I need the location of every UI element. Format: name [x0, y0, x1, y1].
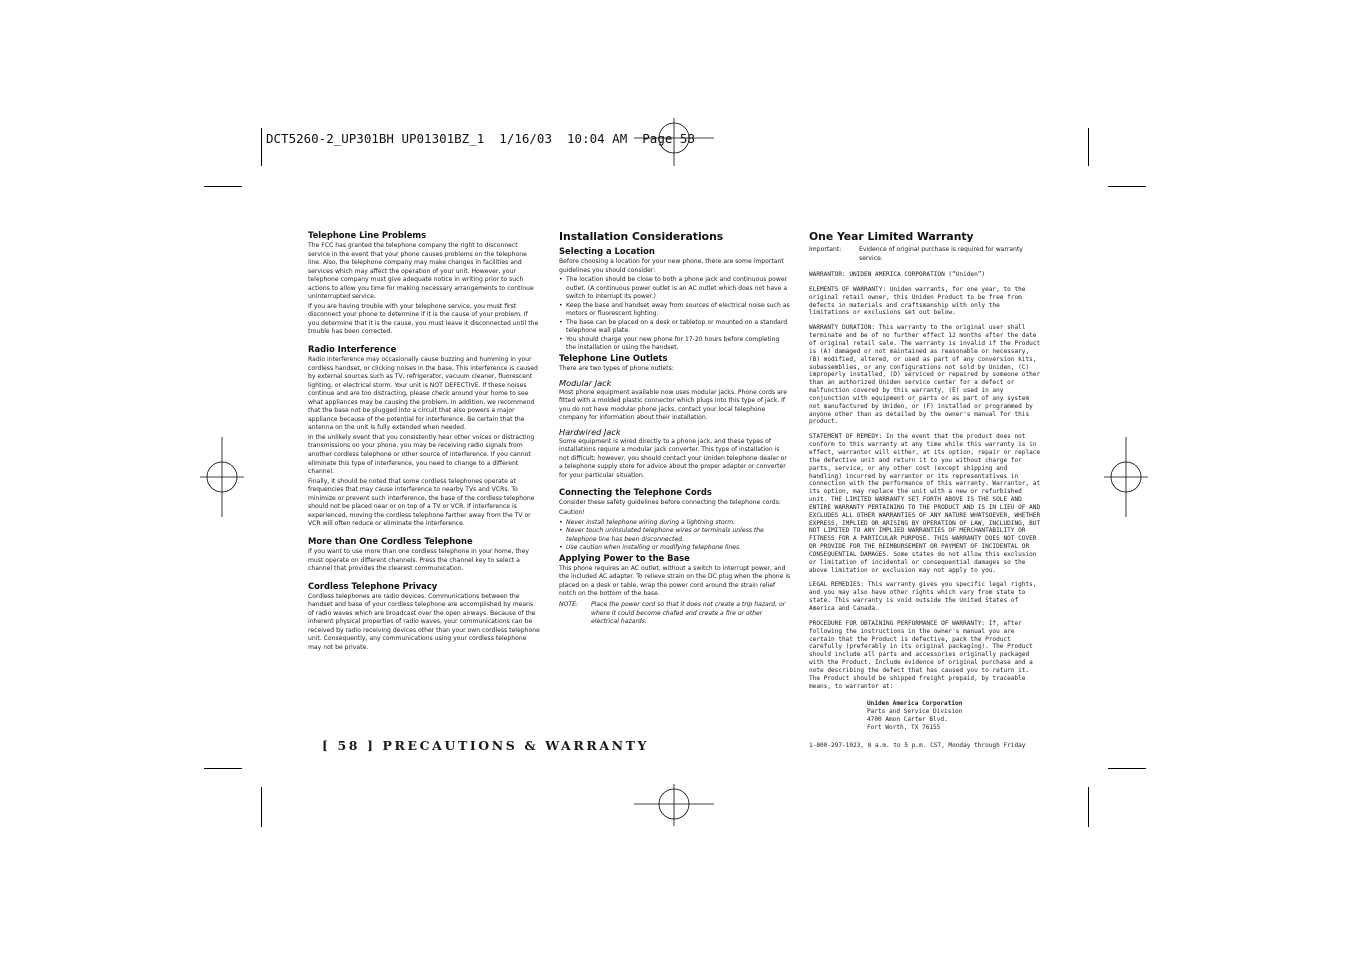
main-heading: One Year Limited Warranty [809, 230, 974, 243]
main-heading: Installation Considerations [559, 230, 724, 243]
paragraph: If you are having trouble with your telephone service, you must first disconnect your phone to determine if it is the cause of your problem. If you determine that it is the cause, you must leave it disconnected until the trouble has been corrected. [308, 302, 539, 336]
important-text: Evidence of original purchase is required for warranty service. [859, 246, 1023, 262]
crop-mark [1088, 787, 1089, 827]
note-label: NOTE: [559, 600, 578, 608]
address-line: Parts and Service Division [867, 708, 963, 716]
registration-mark-icon [200, 437, 244, 517]
section-title: Connecting the Telephone Cords [559, 487, 712, 498]
printer-slug: DCT5260-2_UP301BH UP01301BZ_1 1/16/03 10:04 AM Page 58 [266, 131, 695, 146]
section-title: Telephone Line Problems [308, 230, 427, 240]
column-telephone-notes [308, 230, 540, 653]
page-footer: [ 58 ] PRECAUTIONS & WARRANTY [322, 738, 650, 753]
subsection-title: Modular Jack [559, 377, 612, 388]
paragraph: If you want to use more than one cordless telephone in your home, they must operate on different channels. Press the channel key to select a channel that provides the clearest communication. [308, 547, 530, 573]
crop-mark [1088, 128, 1089, 166]
important-note [809, 246, 1041, 263]
section-title: More than One Cordless Telephone [308, 535, 473, 546]
crop-mark [261, 787, 262, 827]
paragraph: Before choosing a location for your new phone, there are some important guidelines you should consider: [559, 258, 784, 274]
list-item: • The base can be placed on a desk or tabletop or mounted on a standard telephone wall plate. [559, 319, 791, 336]
address-line: Fort Worth, TX 76155 [867, 723, 941, 731]
section-title: Radio Interference [308, 344, 397, 355]
paragraph: Radio interference may occasionally cause buzzing and humming in your cordless handset, or clicking noises in the base. This interference is caused by external sources such as TV, refrigerator, vacuum cleaner, fluorescent lighting, or electrical storm. Your unit is NOT DEFECTIVE. If these noises continue and are too distracting, please check around your home to see what appliances may be causing the problem. In addition, we recommend that the base not be plugged into a circuit that also powers a major appliance because of the potential for interference. Be certain that the antenna on the unit is fully extended when needed. [308, 356, 538, 432]
paragraph: The FCC has granted the telephone company the right to disconnect service in the event that your phone causes problems on the telephone line. Also, the telephone company may make changes in facilities and services which may affect the operation of your unit. However, your telephone company must give adequate notice in writing prior to such actions to allow you time for making necessary arrangements to continue uninterrupted service. [308, 242, 534, 301]
list-item: • Keep the base and handset away from sources of electrical noise such as motors or fluorescent lighting. [559, 302, 791, 319]
list-item: • Never touch uninsulated telephone wires or terminals unless the telephone line has been disconnected. [559, 527, 791, 544]
registration-mark-icon [1104, 437, 1148, 517]
note [559, 601, 791, 627]
paragraph: ELEMENTS OF WARRANTY: Uniden warrants, for one year, to the original retail owner, this Uniden Product to be free from defects in materials and craftsmanship with only the limitations or exclusions set out below. [809, 285, 1026, 317]
bullet-list [559, 519, 791, 553]
paragraph: WARRANTY DURATION: This warranty to the original user shall terminate and be of no further effect 12 months after the date of original retail sale. The warranty is invalid if the Product is (A) damaged or not maintained as reasonable or necessary, (B) modified, altered, or used as part of any conversion kits, subassemblies, or any configurations not sold by Uniden, (C) improperly installed, (D) serviced or repaired by someone other than an authorized Uniden service center for a defect or malfunction covered by this warranty, (E) used in any conjunction with equipment or parts or as part of any system not manufactured by Uniden, or (F) installed or programmed by anyone other than as detailed by the owner's manual for this product. [809, 324, 1041, 426]
column-installation [559, 230, 791, 627]
paragraph: Most phone equipment available now uses modular jacks. Phone cords are fitted with a molded plastic connector which plugs into this type of jack. If you do not have modular phone jacks, contact your local telephone company for information about their installation. [559, 388, 788, 422]
crop-mark [261, 128, 262, 166]
address-block [867, 700, 1041, 731]
list-item: • Never install telephone wiring during a lightning storm. [559, 519, 791, 528]
note-text: Place the power cord so that it does not create a trip hazard, or where it could become chafed and create a fire or other electrical hazards. [591, 600, 786, 626]
address-line: 4700 Amon Carter Blvd. [867, 716, 948, 724]
paragraph: Cordless telephones are radio devices. Communications between the handset and base of your cordless telephone are accomplished by means of radio waves which are broadcast over the open airways. Because of the inherent physical properties of radio waves, your communications can be received by radio receiving devices other than your own cordless telephone unit. Consequently, any communications using your cordless telephone may not be private. [308, 592, 540, 651]
caution-label: Caution! [559, 509, 585, 517]
paragraph: Finally, it should be noted that some cordless telephones operate at frequencies that may cause interference to nearby TVs and VCRs. To minimize or prevent such interference, the base of the cordless telephone should not be placed near or on top of a TV or VCR. If interference is experienced, moving the cordless telephone farther away from the TV or VCR will often reduce or eliminate the interference. [308, 477, 535, 528]
paragraph: LEGAL REMEDIES: This warranty gives you specific legal rights, and you may also have other rights which vary from state to state. This warranty is void outside the United States of America and Canada. [809, 581, 1037, 612]
section-title: Cordless Telephone Privacy [308, 580, 438, 591]
crop-mark [204, 186, 242, 187]
paragraph: WARRANTOR: UNIDEN AMERICA CORPORATION (“Uniden”) [809, 271, 986, 279]
subsection-title: Hardwired Jack [559, 426, 621, 437]
registration-mark-icon [634, 784, 714, 826]
list-item: • The location should be close to both a phone jack and continuous power outlet. (A continuous power outlet is an AC outlet which does not have a switch to interrupt its power.) [559, 276, 791, 302]
section-title: Selecting a Location [559, 246, 655, 256]
column-warranty [809, 230, 1041, 750]
paragraph: STATEMENT OF REMEDY: In the event that the product does not conform to this warranty at any time while this warranty is in effect, warrantor will either, at its option, repair or replace the defective unit and return it to you without charge for parts, service, or any other cost (except shipping and handling) incurred by warrantor or its representatives in connection with the performance of this warranty. Warrantor, at its option, may replace the unit with a new or refurbished unit. THE LIMITED WARRANTY SET FORTH ABOVE IS THE SOLE AND ENTIRE WARRANTY PERTAINING TO THE PRODUCT AND IS IN LIEU OF AND EXCLUDES ALL OTHER WARRANTIES OF ANY NATURE WHATSOEVER, WHETHER EXPRESS, IMPLIED OR ARISING BY OPERATION OF LAW, INCLUDING, BUT NOT LIMITED TO ANY IMPLIED WARRANTIES OF MERCHANTABILITY OR FITNESS FOR A PARTICULAR PURPOSE. THIS WARRANTY DOES NOT COVER OR PROVIDE FOR THE REIMBURSEMENT OR PAYMENT OF INCIDENTAL OR CONSEQUENTIAL DAMAGES. Some states do not allow this exclusion or limitation of incidental or consequential damages so the above limitation or exclusion may not apply to you. [809, 433, 1041, 574]
section-title: Telephone Line Outlets [559, 353, 668, 364]
crop-mark [1108, 186, 1146, 187]
list-item: • Use caution when installing or modifying telephone lines. [559, 544, 791, 553]
paragraph: There are two types of phone outlets: [559, 365, 674, 373]
important-label: Important: [809, 246, 842, 253]
paragraph: This phone requires an AC outlet, without a switch to interrupt power, and the included AC adapter. To relieve strain on the DC plug when the phone is placed on a desk or table, wrap the power cord around the strain relief notch on the bottom of the base. [559, 564, 791, 598]
paragraph: Some equipment is wired directly to a phone jack, and these types of installations require a modular jack converter. This type of installation is not difficult; however, you should contact your Uniden telephone dealer or a telephone supply store for advice about the proper adapter or converter for your particular situation. [559, 437, 787, 479]
section-title: Applying Power to the Base [559, 552, 690, 563]
crop-mark [204, 768, 242, 769]
bullet-list [559, 276, 791, 353]
address-name: Uniden America Corporation [867, 700, 963, 708]
paragraph: In the unlikely event that you consistently hear other voices or distracting transmissions on your phone, you may be receiving radio signals from another cordless telephone or other source of interference. If you cannot eliminate this type of interference, you need to change to a different channel. [308, 433, 535, 476]
phone-hours: 1-800-297-1023, 8 a.m. to 5 p.m. CST, Monday through Friday [809, 741, 1026, 749]
crop-mark [1108, 768, 1146, 769]
paragraph: Consider these safety guidelines before connecting the telephone cords: [559, 499, 781, 507]
list-item: • You should charge your new phone for 17-20 hours before completing the installation or using the handset. [559, 336, 791, 353]
paragraph: PROCEDURE FOR OBTAINING PERFORMANCE OF WARRANTY: If, after following the instructions in the owner's manual you are certain that the Product is defective, pack the Product carefully (preferably in its original packaging). The Product should include all parts and accessories originally packaged with the Product. Include evidence of original purchase and a note describing the defect that has caused you to return it. The Product should be shipped freight prepaid, by traceable means, to warrantor at: [809, 619, 1033, 690]
